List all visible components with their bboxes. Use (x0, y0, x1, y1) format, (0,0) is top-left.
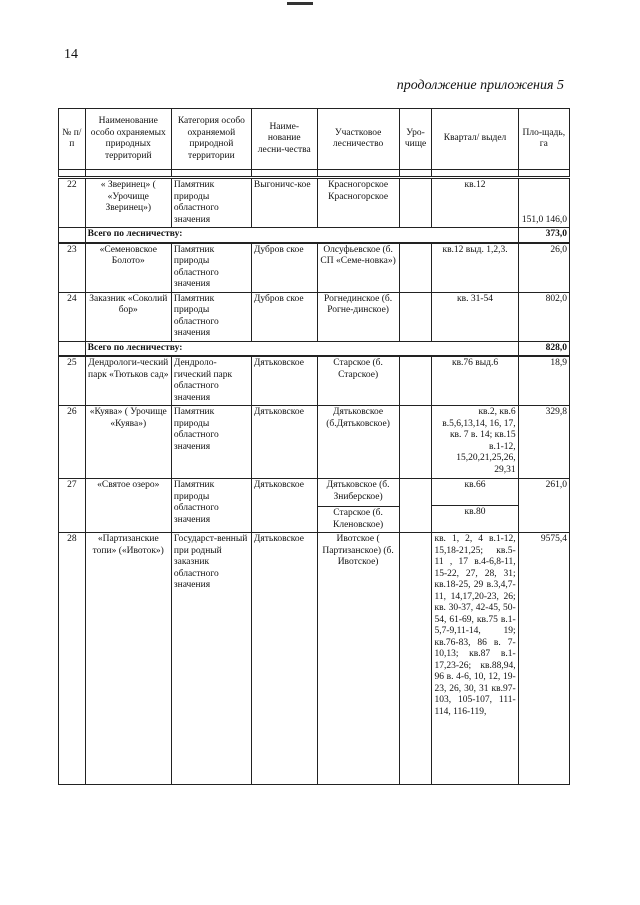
row-name: «Семеновское Болото» (85, 243, 171, 293)
row-quarter: кв.12 выд. 1,2,3. (432, 243, 518, 293)
row-forestry: Дятьковское (251, 479, 317, 533)
appendix-subtitle: продолжение приложения 5 (396, 78, 564, 93)
total-value: 373,0 (518, 228, 569, 243)
row-area: 261,0 (518, 479, 569, 533)
row-forestry: Выгоничс-кое (251, 178, 317, 228)
quarter-primary: кв.66 (464, 480, 486, 490)
row-tract (399, 479, 432, 533)
row-quarter: кв. 31-54 (432, 292, 518, 341)
row-name: « Зверинец» ( «Урочище Зверинец») (85, 178, 171, 228)
header-category: Категория особо охраняемой природной территории (171, 109, 251, 170)
table-row (59, 243, 570, 293)
row-area: 802,0 (518, 292, 569, 341)
table-row (59, 533, 570, 785)
row-forestry: Дятьковское (251, 406, 317, 479)
total-row (59, 228, 570, 243)
table-row (59, 479, 570, 533)
row-num: 28 (59, 533, 86, 785)
row-category: Дендроло-гический парк областного значения (171, 356, 251, 406)
row-district (317, 479, 399, 533)
row-area: 151,0 146,0 (518, 178, 569, 228)
row-quarter (432, 479, 518, 533)
header-quarter: Квартал/ выдел (432, 109, 518, 170)
header-tract: Уро-чище (399, 109, 432, 170)
row-num: 24 (59, 292, 86, 341)
row-district: Рогнединское (б. Рогне-динское) (317, 292, 399, 341)
row-category: Памятник природы областного значения (171, 178, 251, 228)
row-district: Красногорское Красногорское (317, 178, 399, 228)
row-area: 9575,4 (518, 533, 569, 785)
header-area: Пло-щадь, га (518, 109, 569, 170)
row-district: Дятьковское (б.Дятьковское) (317, 406, 399, 479)
total-label: Всего по лесничеству: (85, 228, 518, 243)
total-row (59, 341, 570, 356)
row-forestry: Дятьковское (251, 356, 317, 406)
row-forestry: Дятьковское (251, 533, 317, 785)
header-num: № п/п (59, 109, 86, 170)
row-forestry: Дубров ское (251, 292, 317, 341)
row-district: Старское (б. Старское) (317, 356, 399, 406)
header-forestry: Наиме-нование лесни-чества (251, 109, 317, 170)
row-quarter: кв.2, кв.6 в.5,6,13,14, 16, 17, кв. 7 в. 14; кв.15 в.1-12, 15,20,21,25,26, 29,31 (432, 406, 518, 479)
page-number: 14 (64, 47, 78, 62)
row-quarter: кв.76 выд.6 (432, 356, 518, 406)
row-num: 26 (59, 406, 86, 479)
row-tract (399, 292, 432, 341)
row-num: 22 (59, 178, 86, 228)
header-row (59, 109, 570, 170)
row-district: Олсуфьевское (б. СП «Семе-новка») (317, 243, 399, 293)
total-value: 828,0 (518, 341, 569, 356)
district-secondary: Старское (б. Кленовское) (318, 506, 399, 532)
header-separator (59, 170, 570, 178)
quarter-secondary: кв.80 (432, 505, 517, 520)
row-tract (399, 406, 432, 479)
protected-areas-table (58, 108, 570, 785)
top-mark (287, 2, 313, 5)
row-category: Государст-венный при родный заказник областного значения (171, 533, 251, 785)
row-forestry: Дубров ское (251, 243, 317, 293)
table-row (59, 178, 570, 228)
row-num: 25 (59, 356, 86, 406)
row-category: Памятник природы областного значения (171, 406, 251, 479)
row-category: Памятник природы областного значения (171, 479, 251, 533)
table-row (59, 356, 570, 406)
row-tract (399, 178, 432, 228)
row-area: 329,8 (518, 406, 569, 479)
row-tract (399, 356, 432, 406)
total-label: Всего по лесничеству: (85, 341, 518, 356)
row-quarter: кв.12 (432, 178, 518, 228)
row-name: Заказник «Соколий бор» (85, 292, 171, 341)
table-row (59, 406, 570, 479)
row-area: 26,0 (518, 243, 569, 293)
row-name: «Святое озеро» (85, 479, 171, 533)
row-tract (399, 243, 432, 293)
row-category: Памятник природы областного значения (171, 243, 251, 293)
row-name: «Куява» ( Урочище «Куява») (85, 406, 171, 479)
row-district: Ивотское ( Партизанское) (б. Ивотское) (317, 533, 399, 785)
row-category: Памятник природы областного значения (171, 292, 251, 341)
header-district: Участковое лесничество (317, 109, 399, 170)
row-num: 23 (59, 243, 86, 293)
table-row (59, 292, 570, 341)
row-quarter: кв. 1, 2, 4 в.1-12, 15,18-21,25; кв.5- 11 , 17 в.4-6,8-11, 15-22, 27, 28, 31; кв.18-25, 29 в.3,4,7-11, 14,17,20-23, 26; кв. 30-37, 42-45, 50-54, 61-69, кв.75 в.1-5,7-9,11-14, 19; кв.76-83, 86 в. 7-10,13; кв.87 в.1-17,23-26; кв.88,94, 96 в. 4-6, 10, 12, 19-23, 26, 30, 31 кв.97- 103, 105-107, 111-114, 116-119, (432, 533, 518, 785)
row-name: Дендрологи-ческий парк «Тютьков сад» (85, 356, 171, 406)
row-name: «Партизанские топи» («Ивоток») (85, 533, 171, 785)
district-primary: Дятьковское (б. Зниберское) (326, 480, 390, 502)
row-num: 27 (59, 479, 86, 533)
row-area: 18,9 (518, 356, 569, 406)
header-name: Наименование особо охраняемых природных территорий (85, 109, 171, 170)
row-tract (399, 533, 432, 785)
